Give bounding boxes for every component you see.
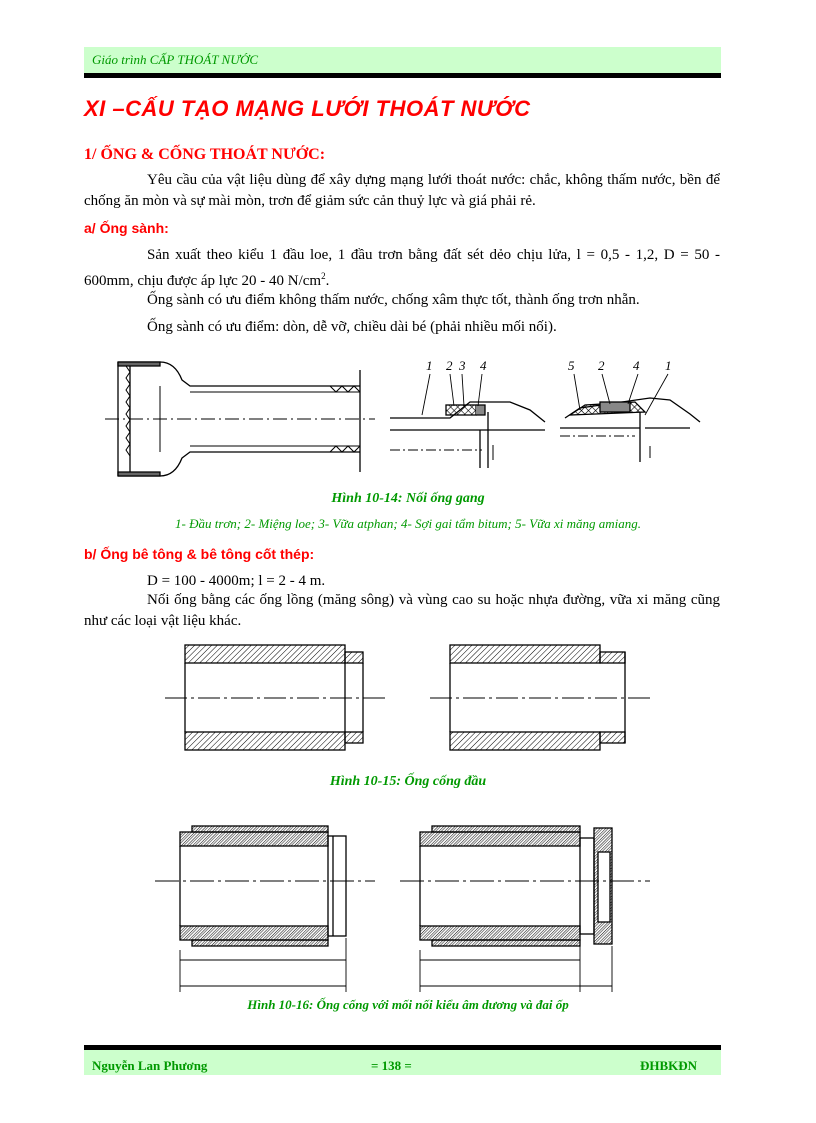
- chapter-title: XI –CẤU TẠO MẠNG LƯỚI THOÁT NƯỚC: [84, 96, 531, 121]
- fig14-label-4: 4: [480, 358, 487, 373]
- pipe-drawing-left: [165, 645, 385, 750]
- p1-end: .: [325, 273, 330, 289]
- figure-10-15-caption: Hình 10-15: Ống cống đầu: [329, 774, 487, 789]
- section-heading: 1/ ỐNG & CỐNG THOÁT NƯỚC:: [84, 146, 326, 163]
- subsection-b-heading: b/ Ống bê tông & bê tông cốt thép:: [84, 546, 315, 562]
- fig14-label-2b: 2: [598, 358, 605, 373]
- footer-organization: ĐHBKĐN: [640, 1058, 698, 1073]
- footer-page-number: = 138 =: [371, 1058, 412, 1073]
- fig14-label-1b: 1: [665, 358, 672, 373]
- joint-drawing-2: [560, 398, 700, 462]
- figure-10-15: [160, 640, 660, 760]
- fig14-label-1: 1: [426, 358, 433, 373]
- subsection-b-paragraph-1: D = 100 - 4000m; l = 2 - 4 m.: [147, 573, 326, 589]
- fig14-label-4b: 4: [633, 358, 640, 373]
- p1-text: Sản xuất theo kiểu 1 đầu loe, 1 đầu trơn bằng đất sét dẻo chịu lửa, l = 0,5 - 1,2, D = 50 - 600mm, chịu được áp lực 20 - 40 N/cm: [84, 247, 720, 289]
- fig14-label-5: 5: [568, 358, 575, 373]
- header-title: Giáo trình CẤP THOÁT NƯỚC: [92, 52, 259, 67]
- subsection-a-heading: a/ Ống sành:: [84, 220, 169, 236]
- subsection-a-paragraph-2: Ống sành có ưu điểm không thấm nước, chống xâm thực tốt, thành ống trơn nhẵn.: [147, 292, 640, 308]
- subsection-b-paragraph-2: Nối ống bằng các ống lồng (măng sông) và vùng cao su hoặc nhựa đường, vữa xi măng cũng như các loại vật liệu khác.: [84, 592, 720, 629]
- fig14-label-2: 2: [446, 358, 453, 373]
- subsection-a-paragraph-1: [84, 245, 720, 292]
- bell-pipe-drawing: [105, 362, 375, 476]
- joint-drawing-1: [390, 402, 545, 468]
- p1-superscript: 2: [321, 271, 326, 281]
- fig14-label-3: 3: [459, 358, 466, 373]
- joint-pipe-drawing-right: [400, 826, 650, 992]
- pipe-drawing-right: [430, 645, 650, 750]
- figure-10-14-legend: 1- Đầu trơn; 2- Miệng loe; 3- Vữa atphan; 4- Sợi gai tẩm bitum; 5- Vữa xi măng amiang.: [174, 516, 642, 531]
- joint-pipe-drawing-left: [155, 826, 375, 992]
- figure-10-14: [90, 350, 730, 485]
- figure-10-16-caption: Hình 10-16: Ống cống với mối nối kiểu âm dương và đai ốp: [247, 997, 569, 1012]
- figure-10-14-caption: Hình 10-14: Nối ống gang: [331, 491, 485, 506]
- figure-10-16: [150, 820, 660, 995]
- footer-author: Nguyễn Lan Phương: [92, 1058, 208, 1073]
- header-rule: [84, 73, 721, 78]
- section-intro: Yêu cầu của vật liệu dùng để xây dựng mạng lưới thoát nước: chắc, không thấm nước, bền để chống ăn mòn và sự mài mòn, trơn để giảm sức cản thuỷ lực và giá phải rẻ.: [84, 172, 720, 209]
- subsection-a-paragraph-3: Ống sành có ưu điểm: dòn, dễ vỡ, chiều dài bé (phải nhiều mối nối).: [147, 319, 557, 335]
